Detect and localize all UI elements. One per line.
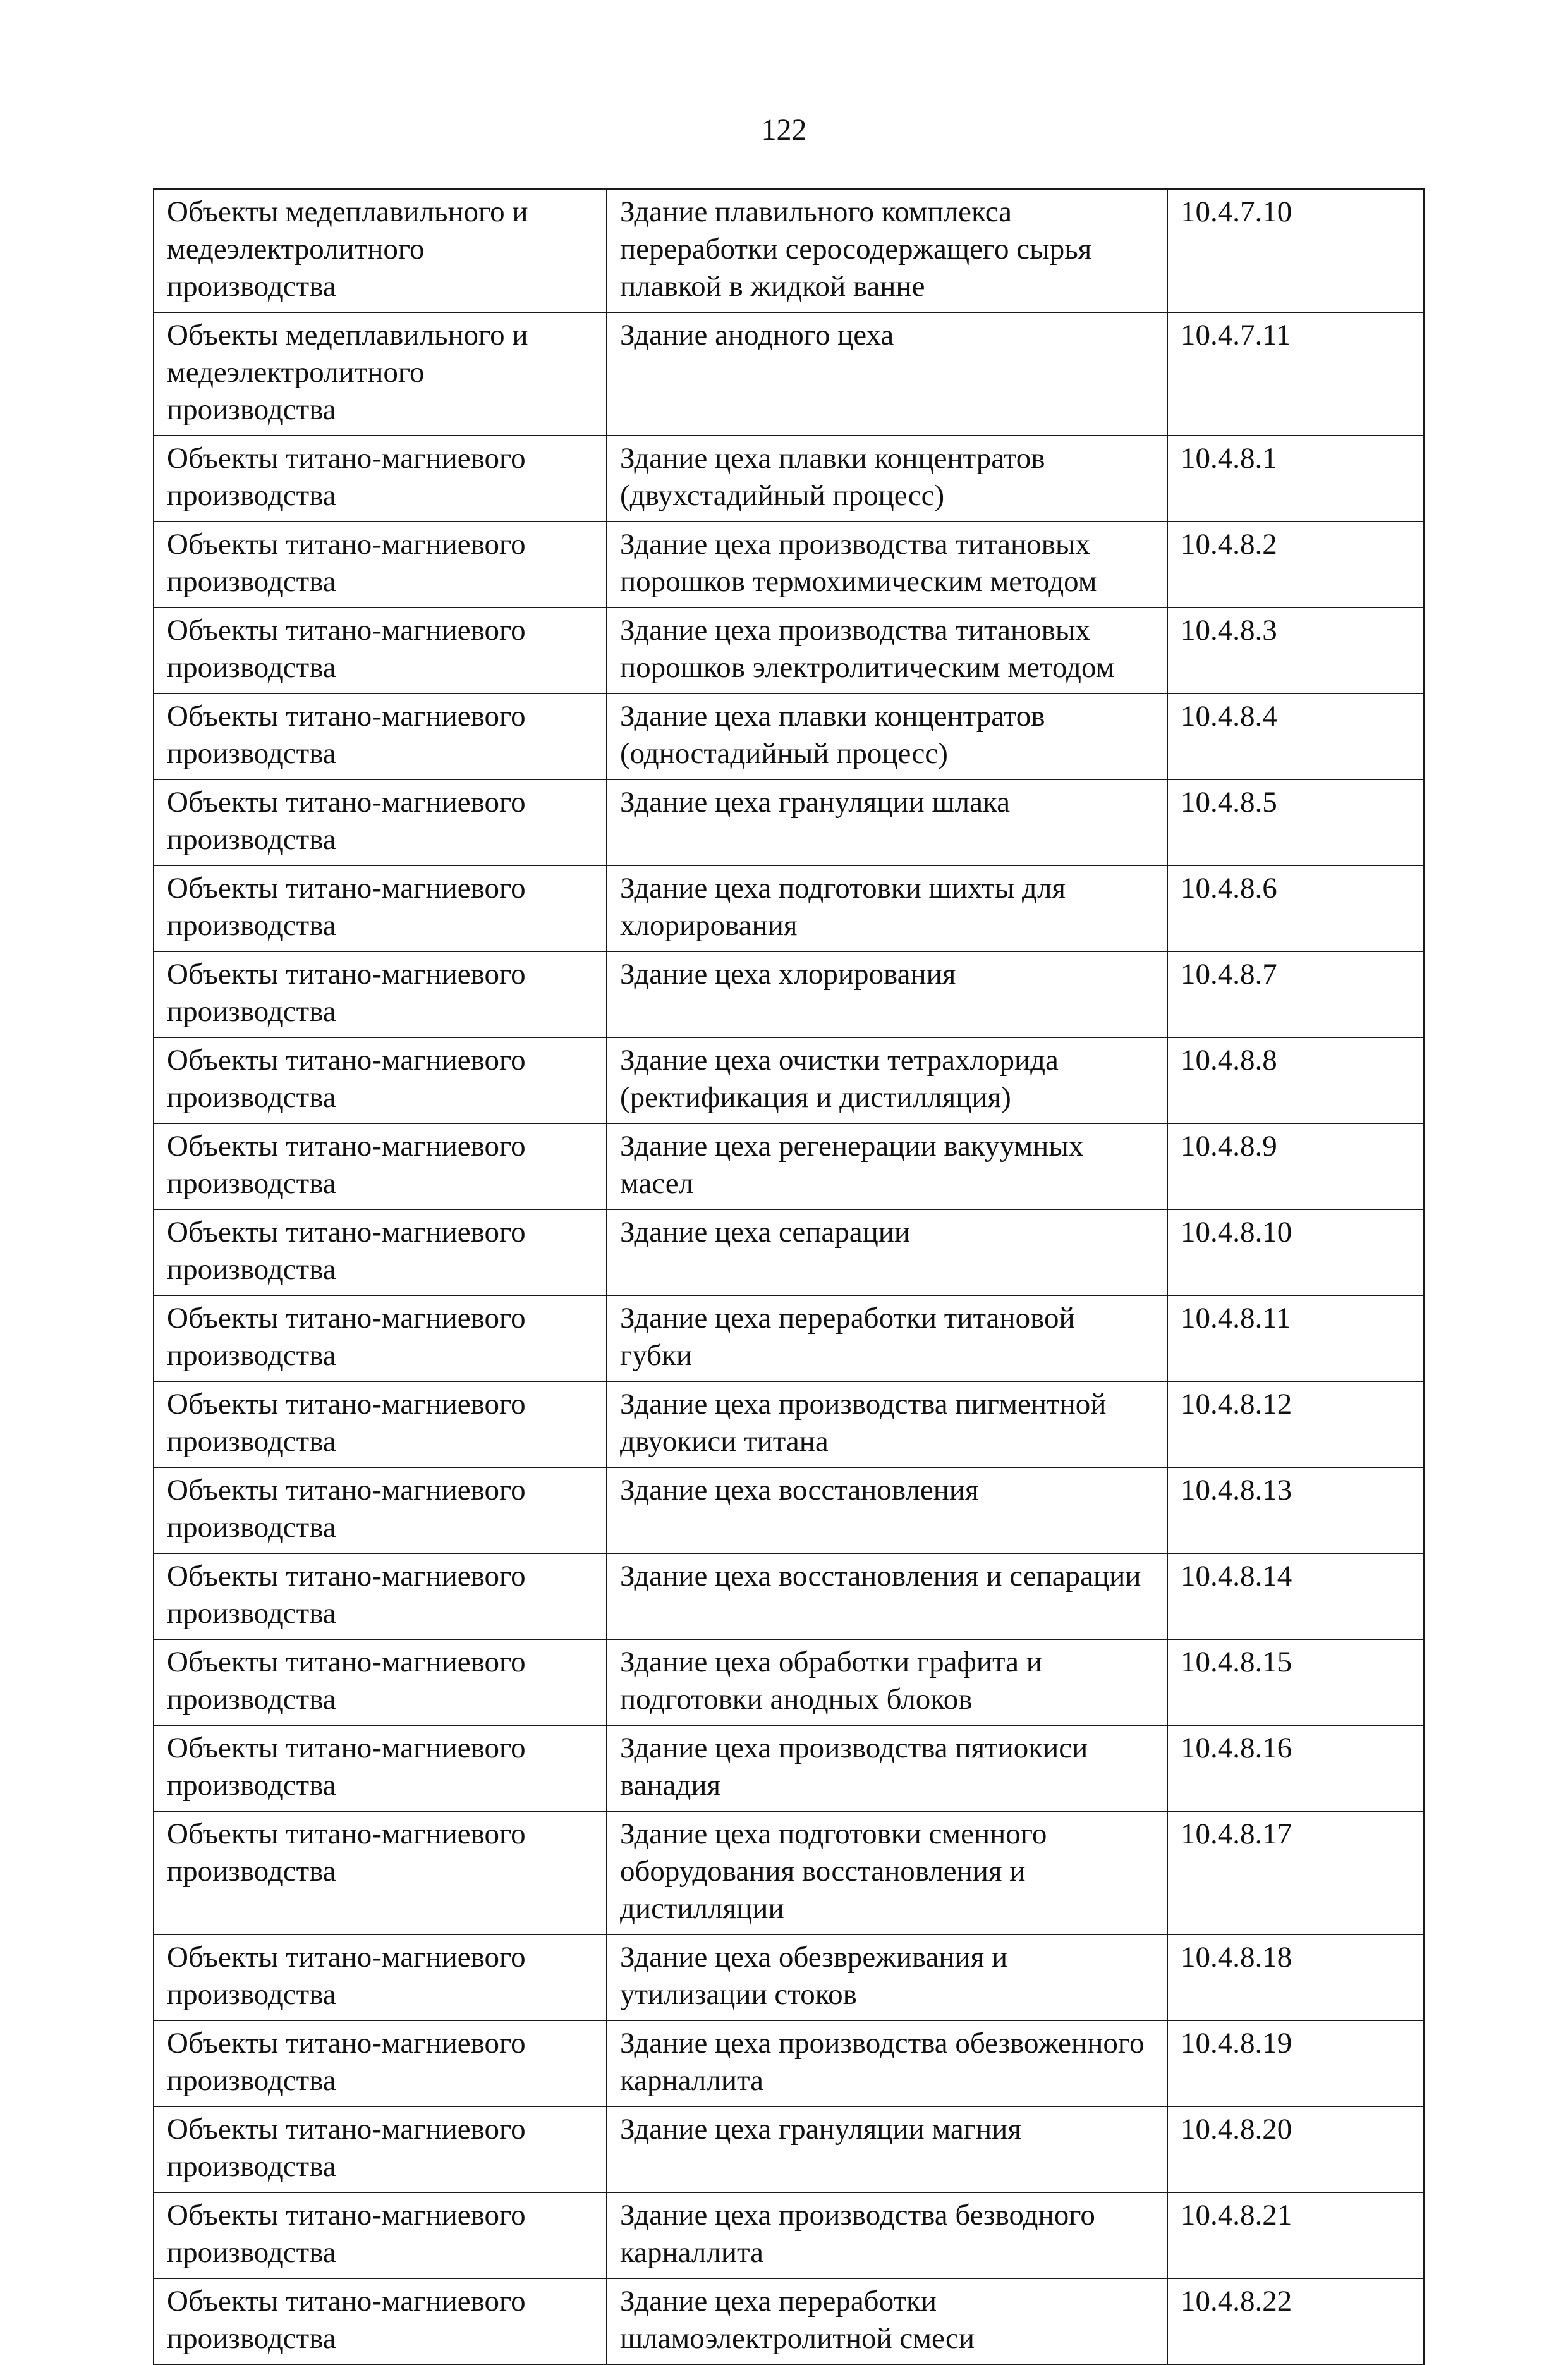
building-cell: Здание цеха обработки графита и подготовки анодных блоков bbox=[607, 1639, 1167, 1725]
code-cell: 10.4.8.21 bbox=[1167, 2192, 1424, 2278]
object-cell: Объекты титано-магниевого производства bbox=[154, 779, 607, 865]
object-cell: Объекты титано-магниевого производства bbox=[154, 1811, 607, 1934]
code-cell: 10.4.8.17 bbox=[1167, 1811, 1424, 1934]
code-cell: 10.4.8.5 bbox=[1167, 779, 1424, 865]
object-cell: Объекты титано-магниевого производства bbox=[154, 1553, 607, 1639]
table-row bbox=[154, 2020, 1424, 2106]
code-cell: 10.4.8.6 bbox=[1167, 865, 1424, 951]
building-cell: Здание цеха сепарации bbox=[607, 1209, 1167, 1295]
object-cell: Объекты медеплавильного и медеэлектролитного производства bbox=[154, 312, 607, 436]
table-row bbox=[154, 2278, 1424, 2364]
code-cell: 10.4.8.7 bbox=[1167, 951, 1424, 1037]
code-cell: 10.4.8.20 bbox=[1167, 2106, 1424, 2192]
object-cell: Объекты титано-магниевого производства bbox=[154, 2278, 607, 2364]
building-cell: Здание цеха восстановления и сепарации bbox=[607, 1553, 1167, 1639]
object-cell: Объекты титано-магниевого производства bbox=[154, 2192, 607, 2278]
building-cell: Здание цеха грануляции шлака bbox=[607, 779, 1167, 865]
building-cell: Здание цеха производства пятиокиси ванадия bbox=[607, 1725, 1167, 1811]
building-cell: Здание цеха производства безводного карналлита bbox=[607, 2192, 1167, 2278]
table-row bbox=[154, 2192, 1424, 2278]
code-cell: 10.4.8.11 bbox=[1167, 1295, 1424, 1381]
table-row bbox=[154, 1553, 1424, 1639]
table-row bbox=[154, 951, 1424, 1037]
table-row bbox=[154, 779, 1424, 865]
object-cell: Объекты титано-магниевого производства bbox=[154, 1725, 607, 1811]
building-cell: Здание цеха переработки шламоэлектролитной смеси bbox=[607, 2278, 1167, 2364]
table-row bbox=[154, 1123, 1424, 1209]
table-row bbox=[154, 1934, 1424, 2020]
object-cell: Объекты титано-магниевого производства bbox=[154, 436, 607, 522]
building-cell: Здание плавильного комплекса переработки серосодержащего сырья плавкой в жидкой ванне bbox=[607, 189, 1167, 312]
table-row bbox=[154, 1037, 1424, 1123]
table-row bbox=[154, 1639, 1424, 1725]
code-cell: 10.4.8.1 bbox=[1167, 436, 1424, 522]
building-cell: Здание анодного цеха bbox=[607, 312, 1167, 436]
code-cell: 10.4.8.10 bbox=[1167, 1209, 1424, 1295]
table-row bbox=[154, 312, 1424, 436]
table-row bbox=[154, 865, 1424, 951]
table-row bbox=[154, 436, 1424, 522]
building-cell: Здание цеха грануляции магния bbox=[607, 2106, 1167, 2192]
building-cell: Здание цеха производства титановых порошков термохимическим методом bbox=[607, 522, 1167, 608]
object-cell: Объекты медеплавильного и медеэлектролитного производства bbox=[154, 189, 607, 312]
table-row bbox=[154, 1381, 1424, 1467]
table-row bbox=[154, 1467, 1424, 1553]
building-cell: Здание цеха переработки титановой губки bbox=[607, 1295, 1167, 1381]
code-cell: 10.4.8.22 bbox=[1167, 2278, 1424, 2364]
object-cell: Объекты титано-магниевого производства bbox=[154, 951, 607, 1037]
code-cell: 10.4.8.18 bbox=[1167, 1934, 1424, 2020]
building-cell: Здание цеха восстановления bbox=[607, 1467, 1167, 1553]
object-cell: Объекты титано-магниевого производства bbox=[154, 1123, 607, 1209]
building-cell: Здание цеха производства обезвоженного карналлита bbox=[607, 2020, 1167, 2106]
building-cell: Здание цеха производства пигментной двуокиси титана bbox=[607, 1381, 1167, 1467]
page-number: 122 bbox=[761, 113, 807, 147]
object-cell: Объекты титано-магниевого производства bbox=[154, 608, 607, 694]
building-cell: Здание цеха производства титановых порошков электролитическим методом bbox=[607, 608, 1167, 694]
objects-table bbox=[153, 188, 1425, 2365]
object-cell: Объекты титано-магниевого производства bbox=[154, 2020, 607, 2106]
table-body bbox=[154, 189, 1424, 2364]
code-cell: 10.4.7.11 bbox=[1167, 312, 1424, 436]
building-cell: Здание цеха хлорирования bbox=[607, 951, 1167, 1037]
building-cell: Здание цеха плавки концентратов (двухстадийный процесс) bbox=[607, 436, 1167, 522]
building-cell: Здание цеха очистки тетрахлорида (ректификация и дистилляция) bbox=[607, 1037, 1167, 1123]
object-cell: Объекты титано-магниевого производства bbox=[154, 1381, 607, 1467]
code-cell: 10.4.8.3 bbox=[1167, 608, 1424, 694]
code-cell: 10.4.8.15 bbox=[1167, 1639, 1424, 1725]
object-cell: Объекты титано-магниевого производства bbox=[154, 1037, 607, 1123]
building-cell: Здание цеха подготовки шихты для хлорирования bbox=[607, 865, 1167, 951]
object-cell: Объекты титано-магниевого производства bbox=[154, 1639, 607, 1725]
table-row bbox=[154, 608, 1424, 694]
object-cell: Объекты титано-магниевого производства bbox=[154, 2106, 607, 2192]
table-row bbox=[154, 522, 1424, 608]
code-cell: 10.4.8.4 bbox=[1167, 694, 1424, 779]
table-row bbox=[154, 189, 1424, 312]
code-cell: 10.4.8.19 bbox=[1167, 2020, 1424, 2106]
code-cell: 10.4.8.8 bbox=[1167, 1037, 1424, 1123]
object-cell: Объекты титано-магниевого производства bbox=[154, 522, 607, 608]
building-cell: Здание цеха обезвреживания и утилизации стоков bbox=[607, 1934, 1167, 2020]
code-cell: 10.4.8.14 bbox=[1167, 1553, 1424, 1639]
code-cell: 10.4.8.16 bbox=[1167, 1725, 1424, 1811]
code-cell: 10.4.7.10 bbox=[1167, 189, 1424, 312]
code-cell: 10.4.8.12 bbox=[1167, 1381, 1424, 1467]
object-cell: Объекты титано-магниевого производства bbox=[154, 1209, 607, 1295]
object-cell: Объекты титано-магниевого производства bbox=[154, 865, 607, 951]
table-row bbox=[154, 1209, 1424, 1295]
object-cell: Объекты титано-магниевого производства bbox=[154, 1934, 607, 2020]
building-cell: Здание цеха плавки концентратов (одностадийный процесс) bbox=[607, 694, 1167, 779]
building-cell: Здание цеха подготовки сменного оборудования восстановления и дистилляции bbox=[607, 1811, 1167, 1934]
building-cell: Здание цеха регенерации вакуумных масел bbox=[607, 1123, 1167, 1209]
code-cell: 10.4.8.2 bbox=[1167, 522, 1424, 608]
object-cell: Объекты титано-магниевого производства bbox=[154, 1467, 607, 1553]
code-cell: 10.4.8.13 bbox=[1167, 1467, 1424, 1553]
table-row bbox=[154, 1725, 1424, 1811]
table-row bbox=[154, 1811, 1424, 1934]
table-row bbox=[154, 2106, 1424, 2192]
code-cell: 10.4.8.9 bbox=[1167, 1123, 1424, 1209]
table-row bbox=[154, 694, 1424, 779]
table-row bbox=[154, 1295, 1424, 1381]
object-cell: Объекты титано-магниевого производства bbox=[154, 1295, 607, 1381]
object-cell: Объекты титано-магниевого производства bbox=[154, 694, 607, 779]
